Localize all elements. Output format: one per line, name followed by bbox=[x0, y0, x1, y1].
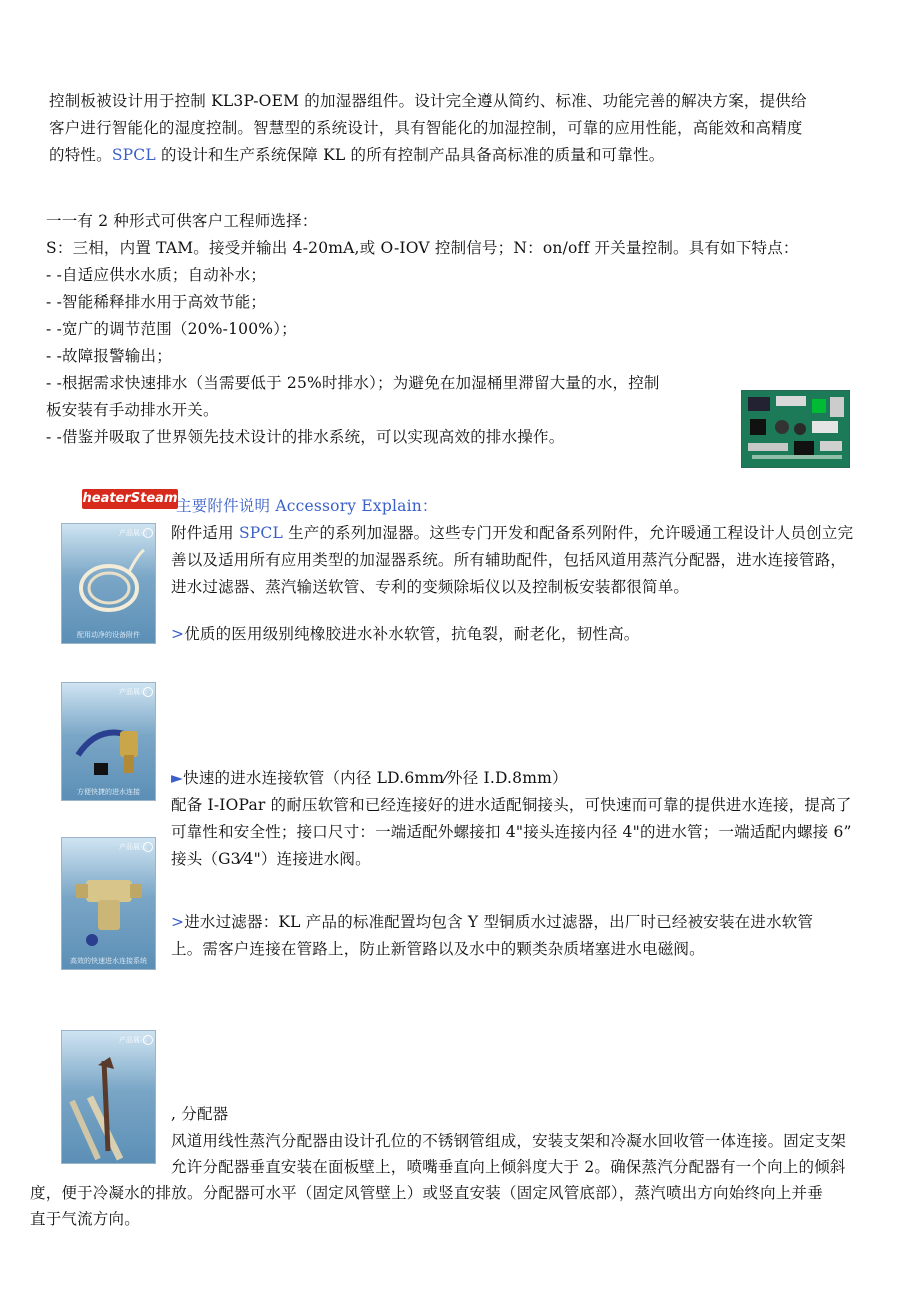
intro-line-1: 控制板被设计用于控制 KL3P-OEM 的加湿器组件。设计完全遵从简约、标准、功能完善的解决方案，提供给 bbox=[49, 92, 807, 110]
product-card-quick-connect bbox=[61, 682, 156, 801]
feature-item: - -自适应供水水质；自动补水； bbox=[46, 266, 267, 284]
card-caption: 高效的快速进水连接系统 bbox=[70, 957, 147, 965]
product-card-filter bbox=[61, 837, 156, 970]
intro-line-2: 客户进行智能化的湿度控制。智慧型的系统设计，具有智能化的加湿控制，可靠的应用性能，高能效和高精度 bbox=[49, 119, 803, 137]
card-header: 产品展示 bbox=[119, 529, 147, 537]
distributor-line-1: 风道用线性蒸汽分配器由设计孔位的不锈钢管组成，安装支架和冷凝水回收管一体连接。固定支架 bbox=[171, 1132, 847, 1150]
badge-icon bbox=[143, 528, 153, 538]
quick-hose-section bbox=[171, 765, 852, 873]
arrow-marker-icon: > bbox=[171, 913, 185, 931]
product-card-hose bbox=[61, 523, 156, 644]
distributor-line-4: 直于气流方向。 bbox=[30, 1210, 140, 1228]
distributor-line-2: 允许分配器垂直安装在面板壁上，喷嘴垂直向上倾斜度大于 2。确保蒸汽分配器有一个向上的倾斜 bbox=[171, 1158, 846, 1176]
feature-item: - -根据需求快速排水（当需要低于 25%时排水）；为避免在加湿桶里滞留大量的水，控制 bbox=[46, 374, 660, 392]
feature-item: - -借鉴并吸取了世界领先技术设计的排水系统，可以实现高效的排水操作。 bbox=[46, 428, 565, 446]
intro-line-3: 的特性。SPCL 的设计和生产系统保障 KL 的所有控制产品具备高标准的质量和可靠性。 bbox=[49, 146, 665, 164]
triangle-bullet-icon: ► bbox=[171, 769, 184, 787]
product-card-distributor bbox=[61, 1030, 156, 1164]
features-heading: 一一有 2 种形式可供客户工程师选择： bbox=[46, 212, 318, 230]
distributor-line-3: 度，便于冷凝水的排放。分配器可水平（固定风管壁上）或竖直安装（固定风管底部），蒸汽喷出方向始终向上并垂 bbox=[30, 1184, 823, 1202]
filter-section bbox=[171, 909, 813, 963]
hose-fitting-icon bbox=[68, 705, 150, 783]
card-header: 产品展示 bbox=[119, 843, 147, 851]
control-board-image bbox=[741, 390, 850, 468]
hose-item: >优质的医用级别纯橡胶进水补水软管，抗龟裂，耐老化，韧性高。 bbox=[171, 625, 640, 643]
card-header: 产品展示 bbox=[119, 1036, 147, 1044]
quick-hose-line-1: 配备 I-IOPar 的耐压软管和已经连接好的进水适配铜接头，可快速而可靠的提供进水连接，提高了 bbox=[171, 796, 852, 814]
accessory-intro-line-1: 附件适用 SPCL 生产的系列加湿器。这些专门开发和配备系列附件，允许暖通工程设计人员创立完 bbox=[171, 524, 854, 542]
y-filter-valve-icon bbox=[68, 860, 150, 950]
features-modes: S：三相，内置 TAM。接受并输出 4-20mA,或 O-IOV 控制信号；N：on/off 开关量控制。具有如下特点： bbox=[46, 239, 799, 257]
accessory-intro-line-2: 善以及适用所有应用类型的加湿器系统。所有辅助配件，包括风道用蒸汽分配器，进水连接管路， bbox=[171, 551, 847, 569]
accessory-intro-line-3: 进水过滤器、蒸汽输送软管、专利的变频除垢仪以及控制板安装都很简单。 bbox=[171, 578, 690, 596]
steam-distributor-icon bbox=[64, 1051, 154, 1161]
feature-item: - -宽广的调节范围（20%-100%）； bbox=[46, 320, 297, 338]
heatersteam-logo: heaterSteam bbox=[82, 489, 178, 509]
arrow-marker-icon: > bbox=[171, 625, 185, 643]
distributor-title: , 分配器 bbox=[171, 1105, 229, 1123]
filter-line-2: 上。需客户连接在管路上，防止新管路以及水中的颗类杂质堵塞进水电磁阀。 bbox=[171, 940, 705, 958]
badge-icon bbox=[143, 842, 153, 852]
spcl-link: SPCL bbox=[238, 524, 283, 542]
quick-hose-line-2: 可靠性和安全性；接口尺寸：一端适配外螺接扣 4"接头连接内径 4"的进水管；一端适配内螺接 6” bbox=[171, 823, 852, 841]
circuit-board-icon bbox=[742, 391, 849, 467]
quick-hose-title: ►快速的进水连接软管（内径 LD.6mm⁄外径 I.D.8mm） bbox=[171, 769, 568, 787]
badge-icon bbox=[143, 1035, 153, 1045]
card-header: 产品展示 bbox=[119, 688, 147, 696]
feature-item-continued: 板安装有手动排水开关。 bbox=[46, 401, 219, 419]
badge-icon bbox=[143, 687, 153, 697]
coiled-hose-icon bbox=[68, 544, 150, 626]
accessory-intro bbox=[171, 520, 853, 601]
intro-paragraph bbox=[49, 88, 807, 169]
spcl-link: SPCL bbox=[111, 146, 156, 164]
features-section bbox=[46, 208, 799, 451]
accessory-heading: 主要附件说明 Accessory Explain： bbox=[176, 497, 438, 515]
quick-hose-line-3: 接头（G3⁄4"）连接进水阀。 bbox=[171, 850, 371, 868]
card-caption: 配用动净的设备附件 bbox=[77, 631, 140, 639]
filter-line-1: >进水过滤器：KL 产品的标准配置均包含 Y 型铜质水过滤器，出厂时已经被安装在进水软管 bbox=[171, 913, 814, 931]
feature-item: - -智能稀释排水用于高效节能； bbox=[46, 293, 267, 311]
card-caption: 方便快捷的进水连接 bbox=[77, 788, 140, 796]
feature-item: - -故障报警输出； bbox=[46, 347, 172, 365]
